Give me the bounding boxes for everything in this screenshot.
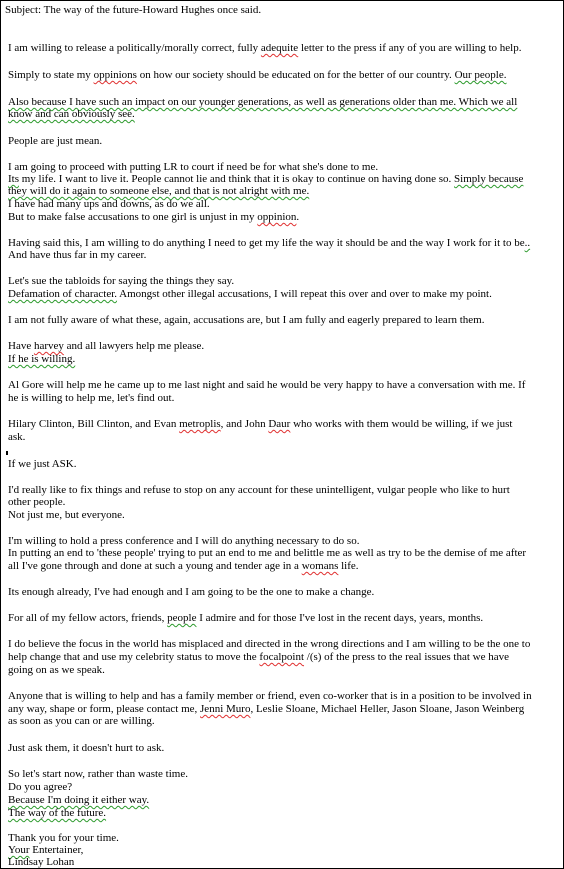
body-line: For all of my fellow actors, friends, people I admire and for those I've lost in the recent days, years, months.	[8, 612, 484, 624]
stray-mark	[6, 451, 8, 455]
body-line: Do you agree?	[8, 781, 73, 793]
body-line: In putting an end to 'these people' trying to put an end to me and belittle me as well as try to be the demise of me after	[8, 547, 527, 559]
grammar-flag[interactable]: they will do it again to someone else, and that is not alright with me.	[8, 185, 310, 197]
body-line	[8, 353, 75, 365]
spelling-error[interactable]: adequite	[260, 42, 299, 54]
body-line: I do believe the focus in the world has misplaced and directed in the wrong directions and I am willing to be the one to	[8, 638, 531, 650]
body-line: I am willing to release a politically/morally correct, fully adequite letter to the press if any of you are willing to help.	[8, 42, 522, 54]
spelling-error[interactable]: womans	[301, 560, 339, 572]
body-line: I have had many ups and downs, as do we all.	[8, 198, 210, 210]
grammar-flag[interactable]: Because I'm doing it either way.	[8, 794, 150, 806]
body-line	[8, 807, 106, 819]
body-line: But to make false accusations to one girl is unjust in my oppinion.	[8, 211, 300, 223]
body-line: as soon as you can or are willing.	[8, 715, 155, 727]
body-line: Its enough already, I've had enough and I am going to be the one to make a change.	[8, 586, 375, 598]
body-line: other people.	[8, 496, 66, 508]
body-line: Hilary Clinton, Bill Clinton, and Evan metroplis, and John Daur who works with them would be willing, if we just	[8, 418, 513, 430]
grammar-flag[interactable]: Our people.	[454, 69, 507, 81]
body-line: Defamation of character. Amongst other illegal accusations, I will repeat this over and over to make my point.	[8, 288, 492, 300]
body-line: I am not fully aware of what these, again, accusations are, but I am fully and eagerly prepared to learn them.	[8, 314, 485, 326]
body-line: Al Gore will help me he came up to me last night and said he would be very happy to have a conversation with me. If	[8, 379, 526, 391]
spelling-error[interactable]: oppinion	[257, 211, 297, 223]
body-line: all I've gone through and done at such a young and tender age in a womans life.	[8, 560, 359, 572]
signoff-line: Thank you for your time.	[8, 832, 119, 844]
grammar-flag[interactable]: Its	[8, 173, 19, 185]
spelling-error[interactable]: focalpoint	[259, 651, 305, 663]
body-line: Its my life. I want to live it. People cannot lie and think that it is okay to continue on having done so. Simply because	[8, 173, 524, 185]
body-line	[8, 96, 517, 108]
body-line	[8, 794, 149, 806]
grammar-flag[interactable]: ..	[524, 237, 531, 249]
body-line: People are just mean.	[8, 135, 103, 147]
grammar-flag[interactable]: Simply because	[454, 173, 524, 185]
body-line: ask.	[8, 431, 26, 443]
spelling-error[interactable]: metroplis	[179, 418, 221, 430]
body-line: any way, shape or form, please contact me, Jenni Muro, Leslie Sloane, Michael Heller, Jason Sloane, Jason Weinberg	[8, 703, 525, 715]
body-line: I'm willing to hold a press conference and I will do anything necessary to do so.	[8, 535, 360, 547]
spelling-error[interactable]: Jenni Muro	[200, 703, 251, 715]
body-line: he is willing to help me, let's find out.	[8, 392, 175, 404]
email-subject: Subject: The way of the future-Howard Hughes once said.	[5, 4, 262, 16]
grammar-flag[interactable]: Defamation of character.	[8, 288, 118, 300]
body-line: Have harvey and all lawyers help me please.	[8, 340, 205, 352]
body-line: I'd really like to fix things and refuse to stop on any account for these unintelligent, vulgar people who like to hurt	[8, 484, 510, 496]
grammar-flag[interactable]: people	[167, 612, 197, 624]
body-line: Let's sue the tabloids for saying the things they say.	[8, 275, 235, 287]
grammar-flag[interactable]: Also because I have such an impact on our younger generations, as well as generations older than me. Which we all	[8, 96, 518, 108]
spelling-error[interactable]: Daur	[268, 418, 291, 430]
grammar-flag[interactable]: The way of the future.	[8, 807, 107, 819]
body-line: I am going to proceed with putting LR to court if need be for what she's done to me.	[8, 161, 379, 173]
body-line: Having said this, I am willing to do anything I need to get my life the way it should be and the way I work for it to be..	[8, 237, 531, 249]
body-line: Anyone that is willing to help and has a family member or friend, even co-worker that is in a position to be involved in	[8, 690, 532, 702]
body-line: Not just me, but everyone.	[8, 509, 125, 521]
body-line: Simply to state my oppinions on how our society should be educated on for the better of our country. Our people.	[8, 69, 507, 81]
body-line: help change that and use my celebrity status to move the focalpoint /(s) of the press to the real issues that we have	[8, 651, 509, 663]
signoff-line: Your Entertainer,	[8, 844, 84, 856]
spelling-error[interactable]: harvey	[33, 340, 64, 352]
body-line: going on as we speak.	[8, 664, 105, 676]
body-line: And have thus far in my career.	[8, 249, 147, 261]
body-line: So let's start now, rather than waste time.	[8, 768, 188, 780]
grammar-flag[interactable]: Your	[8, 844, 30, 856]
body-line: Just ask them, it doesn't hurt to ask.	[8, 742, 165, 754]
body-line	[8, 108, 135, 120]
signature-name: Lindsay Lohan	[8, 856, 75, 868]
body-line	[8, 185, 309, 197]
body-line: If we just ASK.	[8, 458, 77, 470]
grammar-flag[interactable]: know and can obviously see.	[8, 108, 135, 120]
spelling-error[interactable]: oppinions	[93, 69, 137, 81]
grammar-flag[interactable]: If he is willing.	[8, 353, 76, 365]
